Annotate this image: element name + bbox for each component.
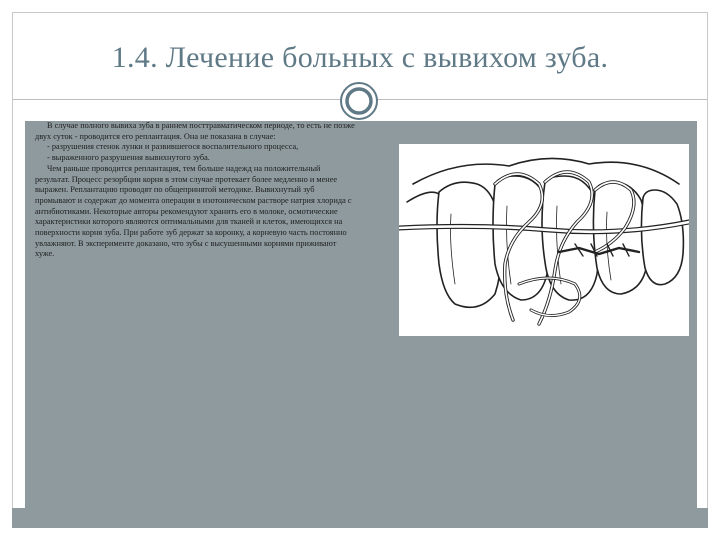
content-panel	[25, 121, 697, 509]
circle-ornament-icon	[339, 81, 379, 121]
illustration	[399, 144, 689, 336]
slide	[12, 12, 708, 528]
paragraph: - выраженного разрушения вывихнутого зуба.	[47, 153, 210, 163]
dental-wire-splint-illustration	[399, 144, 689, 336]
slide-title: 1.4. Лечение больных с вывихом зуба.	[111, 41, 609, 74]
body-text	[35, 121, 355, 260]
paragraph: Чем раньше проводится реплантация, тем больше надежд на положительный результат. Процесс резорбции корня в этом случае протекает более медленно и менее выражен. Реплантацию проводят по общепринятой методике. Вывихнутый зуб промывают и содержат до момента операции в изотоническом растворе натрия хлорида с антибиотиками. Некоторые авторы рекомендуют хранить его в молоке, осмотические характеристики которого являются оптимальными для тканей и клеток, имеющихся на поверхности корня зуба. При работе зуб держат за коронку, а корневую часть постоянно увлажняют. В эксперименте доказано, что зубы с высушенными корнями приживают хуже.	[35, 163, 352, 259]
paragraph: В случае полного вывиха зуба в раннем посттравматическом периоде, то есть не позже двух суток - проводится его реплантация. Она не показана в случае:	[35, 121, 355, 141]
paragraph: - разрушения стенок лунки и развившегося воспалительного процесса,	[47, 142, 299, 152]
footer-bar	[12, 508, 708, 528]
